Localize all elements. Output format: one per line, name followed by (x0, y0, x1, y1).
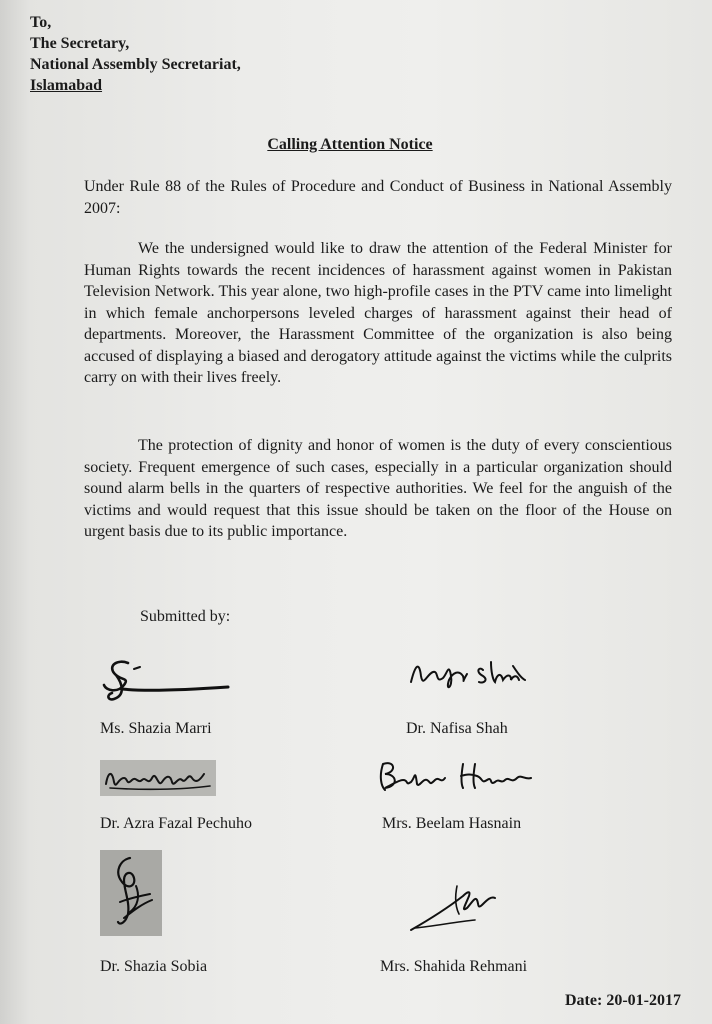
address-line-2: National Assembly Secretariat, (30, 56, 241, 73)
signature-nafisa-shah (405, 652, 545, 694)
signatory-name-4: Mrs. Beelam Hasnain (382, 815, 522, 832)
signatory-name-5: Dr. Shazia Sobia (100, 958, 208, 975)
recipient-address (30, 12, 241, 96)
address-to: To, (30, 14, 52, 31)
paragraph-2: The protection of dignity and honor of women is the duty of every conscientious society. Frequent emergence of such cases, especially in a particular organization should sound alarm bells in the quarters of respective authorities. We feel for the anguish of the victims and would request that this issue should be taken on the floor of the House on urgent basis due to its public importance. (84, 437, 672, 540)
notice-heading: Calling Attention Notice (267, 136, 433, 153)
notice-date: Date: 20-01-2017 (565, 992, 681, 1009)
submitted-by-label: Submitted by: (140, 608, 231, 625)
signatory-name-1: Ms. Shazia Marri (100, 720, 212, 737)
signature-beelam-hasnain (375, 756, 535, 796)
paragraph-1: We the undersigned would like to draw the attention of the Federal Minister for Human Rights towards the recent incidences of harassment against women in Pakistan Television Network. This year alone, two high-profile cases in the PTV came into limelight in which female anchorpersons leveled charges of harassment against their head of departments. Moreover, the Harassment Committee of the organization is also being accused of displaying a biased and derogatory attitude against the victims while the culprits carry on with their lives freely. (84, 240, 672, 386)
signature-shazia-sobia (100, 850, 162, 936)
signatory-name-6: Mrs. Shahida Rehmani (380, 958, 528, 975)
signature-shahida-rehmani (405, 882, 500, 938)
signatory-name-2: Dr. Nafisa Shah (406, 720, 508, 737)
address-line-1: The Secretary, (30, 35, 130, 52)
address-line-3: Islamabad (30, 77, 103, 94)
signature-azra-fazal-pechuho (100, 760, 216, 796)
signature-shazia-marri (100, 655, 235, 705)
signature-box-azra (100, 760, 216, 796)
rule-reference: Under Rule 88 of the Rules of Procedure and Conduct of Business in National Assembly 2007: (84, 178, 672, 217)
signature-box-shazia-sobia (100, 850, 162, 936)
signatory-name-3: Dr. Azra Fazal Pechuho (100, 815, 252, 832)
